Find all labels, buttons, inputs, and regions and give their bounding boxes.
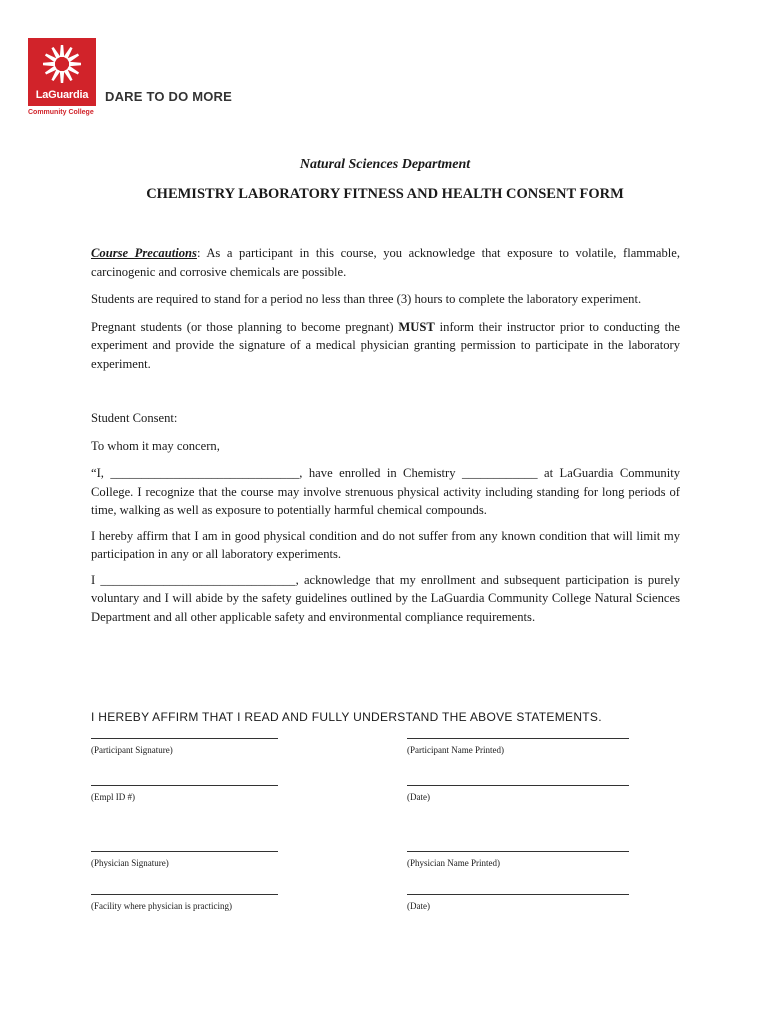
consent-statement-voluntary: I _______________________________, acknowledge that my enrollment and subsequent participation is purely voluntary and I will abide by the safety guidelines outlined by the LaGuardia Community College Natural Sciences Department and all other applicable safety and environmental compliance requirements. (91, 572, 680, 624)
physician-name-caption: (Physician Name Printed) (407, 858, 500, 868)
participant-signature-caption: (Participant Signature) (91, 745, 173, 755)
signature-line[interactable] (407, 785, 629, 786)
pregnancy-text-end: inform their instructor prior to conducting the experiment and provide the signature of a medical physician granting permission to participate in the laboratory experiment. (91, 319, 680, 371)
physician-date-caption: (Date) (407, 901, 430, 911)
signature-line[interactable] (91, 785, 278, 786)
physician-signature-field[interactable] (91, 851, 278, 868)
pregnancy-text-start: Pregnant students (or those planning to become pregnant) (91, 319, 399, 334)
starburst-icon (42, 42, 82, 86)
date-caption: (Date) (407, 792, 430, 802)
standing-paragraph: Students are required to stand for a period no less than three (3) hours to complete the laboratory experiment. (91, 292, 642, 306)
physician-date-field[interactable] (407, 894, 629, 911)
signature-line[interactable] (91, 738, 278, 739)
physician-name-field[interactable] (407, 851, 629, 868)
participant-signature-field[interactable] (91, 738, 278, 755)
signature-line[interactable] (91, 894, 278, 895)
course-precautions-label: Course Precautions (91, 246, 197, 260)
laguardia-logo (28, 38, 96, 106)
affirmation-statement: I HEREBY AFFIRM THAT I READ AND FULLY UNDERSTAND THE ABOVE STATEMENTS. (91, 710, 602, 724)
facility-caption: (Facility where physician is practicing) (91, 901, 232, 911)
form-title: CHEMISTRY LABORATORY FITNESS AND HEALTH CONSENT FORM (146, 186, 624, 202)
department-title: Natural Sciences Department (299, 157, 471, 172)
facility-field[interactable] (91, 894, 278, 911)
signature-line[interactable] (407, 851, 629, 852)
signature-line[interactable] (407, 738, 629, 739)
logo-name: LaGuardia (35, 89, 89, 101)
student-consent-heading: Student Consent: (91, 411, 178, 425)
physician-signature-caption: (Physician Signature) (91, 858, 169, 868)
pregnancy-paragraph (91, 318, 680, 374)
empl-id-caption: (Empl ID #) (91, 792, 135, 802)
precautions-paragraph (91, 244, 680, 281)
logo-subtitle: Community College (28, 109, 94, 116)
signature-line[interactable] (91, 851, 278, 852)
consent-statement-enrollment: “I, ______________________________, have enrolled in Chemistry ____________ at LaGuardia Community College. I recognize that the course may involve strenuous physical activity including standing for long periods of time, walking as well as exposure to potentially harmful chemical compounds. (91, 466, 680, 517)
signature-line[interactable] (407, 894, 629, 895)
must-emphasis: MUST (398, 319, 435, 334)
form-body (91, 244, 680, 626)
tagline: DARE TO DO MORE (105, 89, 232, 104)
salutation: To whom it may concern, (91, 438, 220, 453)
empl-id-field[interactable] (91, 785, 278, 802)
precautions-text: : As a participant in this course, you acknowledge that exposure to volatile, flammable, carcinogenic and corrosive chemicals are possible. (91, 246, 681, 279)
date-field[interactable] (407, 785, 629, 802)
consent-statement-physical: I hereby affirm that I am in good physical condition and do not suffer from any known condition that will limit my participation in any or all laboratory experiments. (91, 528, 680, 561)
participant-name-field[interactable] (407, 738, 629, 755)
participant-name-caption: (Participant Name Printed) (407, 745, 504, 755)
